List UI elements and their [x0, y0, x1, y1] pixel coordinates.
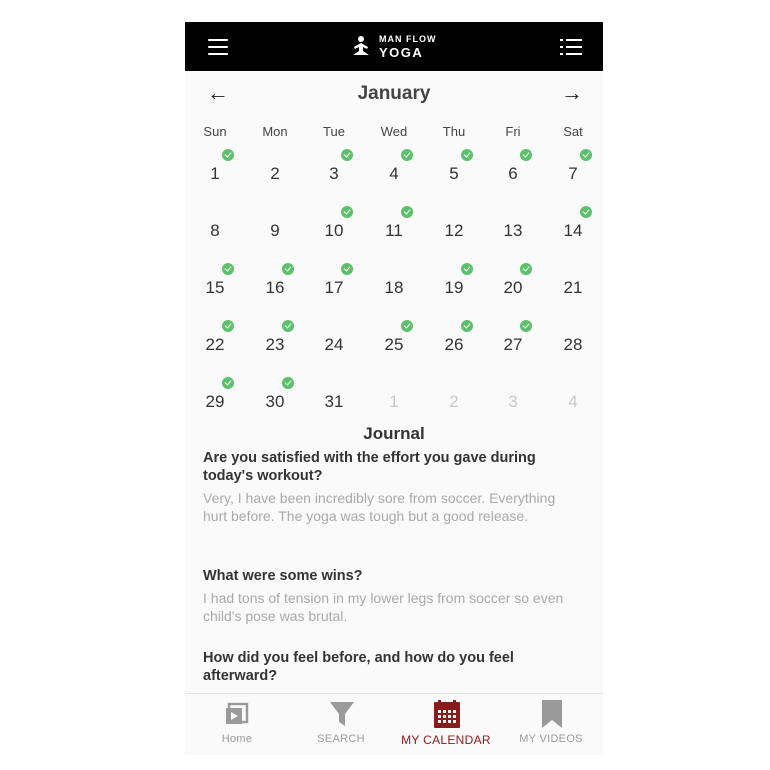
calendar-day[interactable]: [434, 270, 474, 300]
calendar-day[interactable]: [553, 213, 593, 243]
day-number: 27: [503, 335, 523, 354]
completed-check-icon: [282, 263, 294, 275]
weekday-label: Fri: [505, 124, 521, 139]
calendar-day[interactable]: [255, 384, 295, 414]
hamburger-menu-icon[interactable]: [208, 39, 228, 55]
calendar-day[interactable]: [374, 213, 414, 243]
completed-check-icon: [580, 206, 592, 218]
day-number: 30: [265, 392, 285, 411]
day-number: 25: [384, 335, 404, 354]
day-number: 6: [508, 164, 518, 183]
calendar-day[interactable]: [553, 270, 593, 300]
journal-entry: [203, 649, 583, 685]
calendar-day[interactable]: [255, 270, 295, 300]
month-navigation: [185, 78, 603, 110]
weekday-label: Mon: [262, 124, 288, 139]
calendar-day[interactable]: [195, 213, 235, 243]
journal-question: What were some wins?: [203, 568, 363, 584]
yoga-figure-icon: [349, 35, 373, 59]
tab-my-videos-label: MY VIDEOS: [519, 733, 583, 745]
completed-check-icon: [580, 149, 592, 161]
journal-question: Are you satisfied with the effort you gave during today's workout?: [203, 450, 536, 484]
tab-my-calendar-label: MY CALENDAR: [401, 733, 491, 747]
calendar-day[interactable]: [374, 384, 414, 414]
day-number: 23: [265, 335, 285, 354]
day-number: 20: [503, 278, 523, 297]
day-number: 21: [563, 278, 583, 297]
day-number: 29: [205, 392, 225, 411]
calendar-day[interactable]: [493, 384, 533, 414]
video-library-icon: [225, 700, 251, 728]
day-number: 8: [210, 221, 220, 240]
completed-check-icon: [520, 149, 532, 161]
completed-check-icon: [282, 377, 294, 389]
bookmark-icon: [539, 700, 565, 728]
calendar-day[interactable]: [374, 327, 414, 357]
completed-check-icon: [401, 320, 413, 332]
calendar-day[interactable]: [553, 327, 593, 357]
filter-funnel-icon: [329, 700, 355, 728]
calendar-day[interactable]: [314, 213, 354, 243]
calendar-day[interactable]: [314, 270, 354, 300]
calendar-day[interactable]: [553, 384, 593, 414]
day-number: 9: [270, 221, 280, 240]
calendar-day[interactable]: [255, 156, 295, 186]
calendar-day[interactable]: [434, 213, 474, 243]
tab-search[interactable]: [289, 694, 393, 755]
day-number: 19: [444, 278, 464, 297]
completed-check-icon: [401, 206, 413, 218]
day-number: 22: [205, 335, 225, 354]
month-title: January: [357, 83, 431, 104]
day-number: 5: [449, 164, 459, 183]
day-number: 12: [444, 221, 464, 240]
calendar-day[interactable]: [493, 270, 533, 300]
day-number: 11: [385, 221, 403, 240]
day-number: 26: [444, 335, 464, 354]
day-number: 1: [210, 164, 220, 183]
journal-question: How did you feel before, and how do you feel afterward?: [203, 650, 514, 684]
day-number: 2: [270, 164, 280, 183]
day-number: 1: [389, 392, 399, 411]
day-number: 7: [568, 164, 578, 183]
logo-line-1: MAN FLOW: [379, 34, 437, 44]
day-number: 31: [324, 392, 344, 411]
completed-check-icon: [461, 263, 473, 275]
calendar-day[interactable]: [255, 213, 295, 243]
calendar-day[interactable]: [314, 327, 354, 357]
weekday-header: [185, 124, 603, 140]
completed-check-icon: [282, 320, 294, 332]
completed-check-icon: [520, 320, 532, 332]
calendar-day[interactable]: [434, 327, 474, 357]
completed-check-icon: [222, 263, 234, 275]
bottom-tab-bar: [185, 693, 603, 755]
calendar-day[interactable]: [493, 327, 533, 357]
completed-check-icon: [222, 377, 234, 389]
day-number: 3: [329, 164, 339, 183]
calendar-day[interactable]: [434, 156, 474, 186]
completed-check-icon: [341, 206, 353, 218]
list-icon[interactable]: [560, 39, 582, 55]
weekday-label: Thu: [442, 124, 466, 139]
calendar-day[interactable]: [493, 156, 533, 186]
calendar-day[interactable]: [314, 384, 354, 414]
completed-check-icon: [401, 149, 413, 161]
day-number: 15: [205, 278, 225, 297]
tab-my-videos[interactable]: [499, 694, 603, 755]
completed-check-icon: [222, 149, 234, 161]
journal-answer[interactable]: I had tons of tension in my lower legs from soccer so even child's pose was brutal.: [203, 590, 564, 624]
tab-home[interactable]: [185, 694, 289, 755]
calendar-day[interactable]: [195, 327, 235, 357]
calendar-day[interactable]: [314, 156, 354, 186]
completed-check-icon: [461, 320, 473, 332]
day-number: 2: [449, 392, 459, 411]
day-number: 28: [563, 335, 583, 354]
calendar-day[interactable]: [553, 156, 593, 186]
weekday-label: Sat: [563, 124, 583, 139]
day-number: 4: [389, 164, 399, 183]
calendar-icon: [434, 700, 460, 728]
app-logo[interactable]: [349, 34, 437, 60]
day-number: 4: [568, 392, 578, 411]
day-number: 3: [508, 392, 518, 411]
calendar-day[interactable]: [255, 327, 295, 357]
completed-check-icon: [222, 320, 234, 332]
arrow-left-icon[interactable]: ←: [207, 80, 229, 105]
journal-title: Journal: [363, 424, 425, 443]
journal-entry: [203, 567, 583, 625]
day-number: 24: [324, 335, 344, 354]
app-screen: [185, 22, 603, 755]
day-number: 17: [324, 278, 344, 297]
calendar-day[interactable]: [374, 270, 414, 300]
tab-my-calendar[interactable]: [394, 694, 498, 755]
completed-check-icon: [341, 149, 353, 161]
weekday-label: Wed: [380, 124, 408, 139]
tab-search-label: SEARCH: [317, 733, 365, 745]
weekday-label: Sun: [203, 124, 227, 139]
day-number: 14: [563, 221, 583, 240]
tab-home-label: Home: [221, 733, 253, 745]
completed-check-icon: [341, 263, 353, 275]
day-number: 16: [265, 278, 285, 297]
logo-line-2: YOGA: [379, 45, 424, 60]
completed-check-icon: [520, 263, 532, 275]
calendar-day[interactable]: [195, 384, 235, 414]
calendar-day[interactable]: [493, 213, 533, 243]
calendar-day[interactable]: [374, 156, 414, 186]
journal-answer[interactable]: Very, I have been incredibly sore from soccer. Everything hurt before. The yoga was tough but a good release.: [203, 490, 556, 524]
calendar-day[interactable]: [434, 384, 474, 414]
calendar-day[interactable]: [195, 270, 235, 300]
calendar-day[interactable]: [195, 156, 235, 186]
top-bar: [185, 22, 603, 71]
arrow-right-icon[interactable]: →: [561, 80, 583, 105]
day-number: 10: [324, 221, 344, 240]
journal-entry: [203, 449, 583, 525]
day-number: 18: [384, 278, 404, 297]
day-number: 13: [503, 221, 523, 240]
completed-check-icon: [461, 149, 473, 161]
weekday-label: Tue: [323, 124, 345, 139]
